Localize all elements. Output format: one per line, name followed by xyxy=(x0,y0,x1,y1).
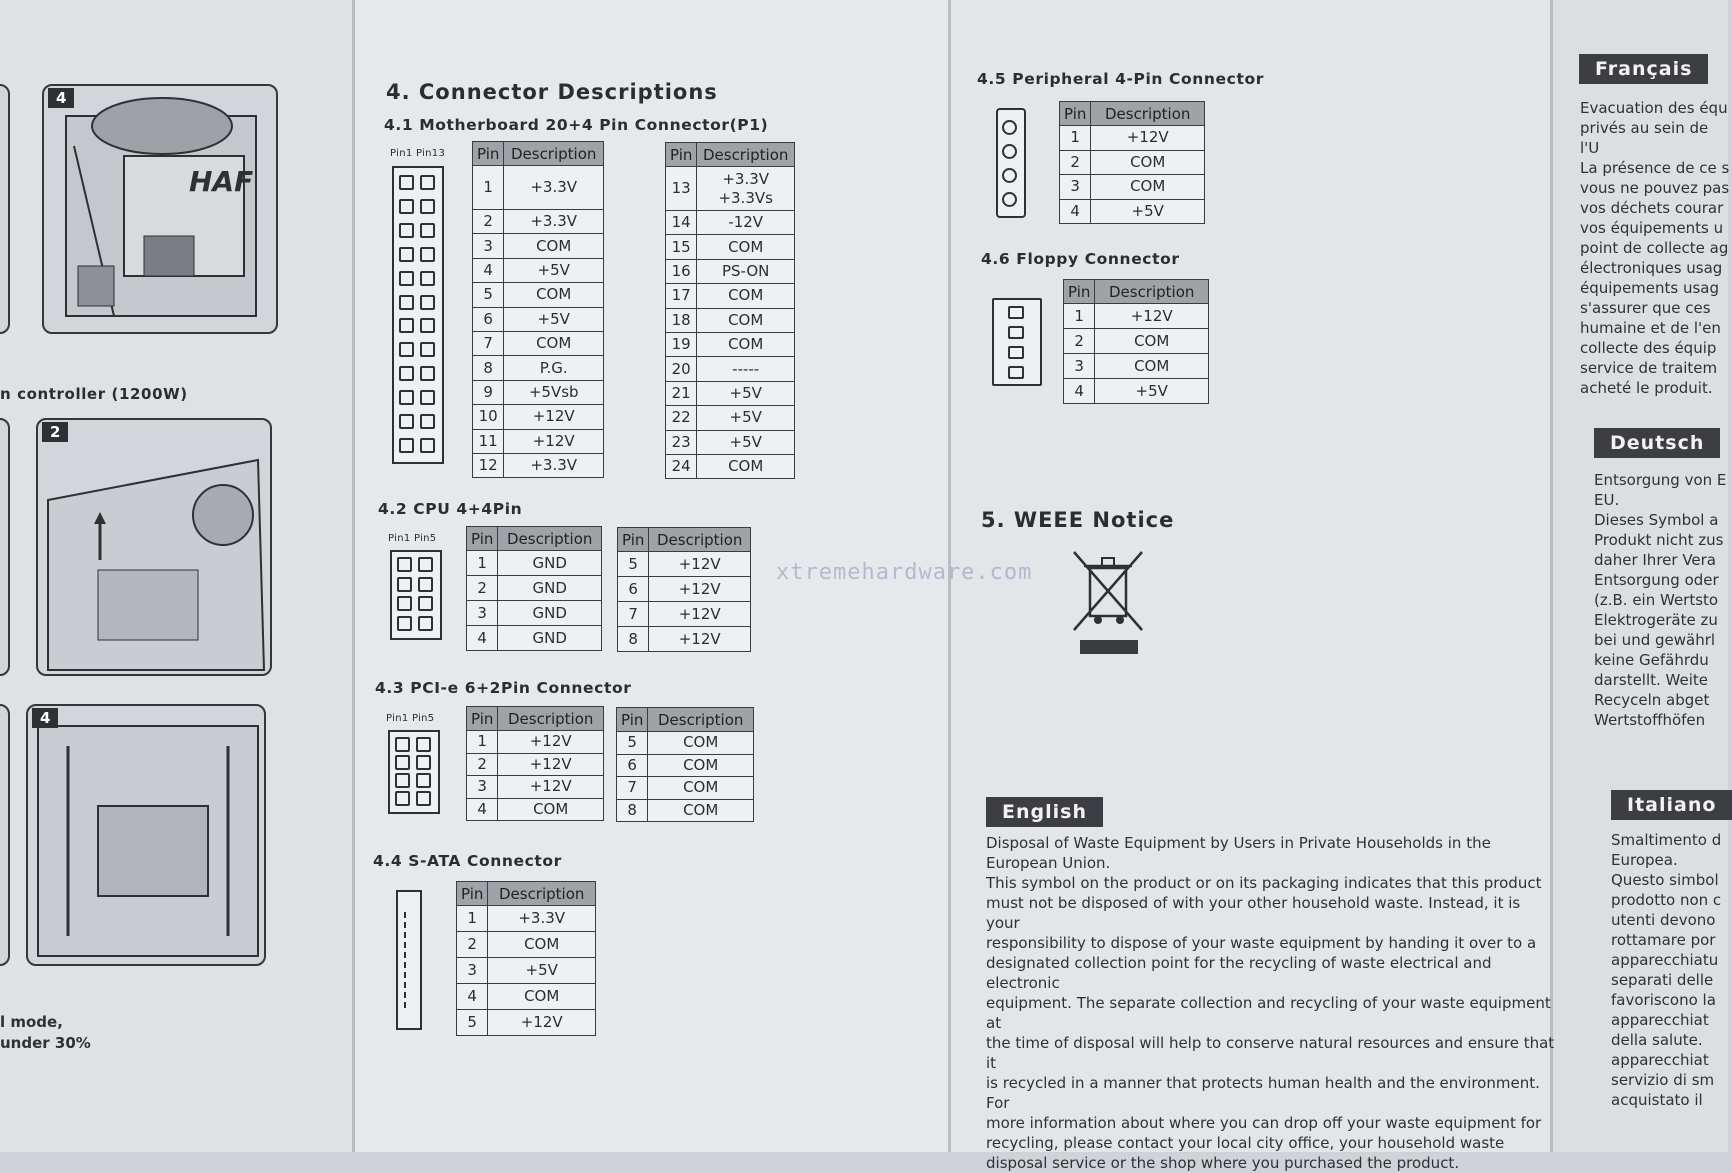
pin-number: 5 xyxy=(457,1010,488,1036)
pin-description: +5V xyxy=(1091,199,1205,224)
pin-row xyxy=(467,576,602,601)
pin-number: 3 xyxy=(467,601,498,626)
pin-number: 22 xyxy=(666,406,697,430)
pin-number: 12 xyxy=(473,453,504,477)
pin-number: 8 xyxy=(617,799,648,822)
pin-row xyxy=(618,577,751,602)
pin-description: +3.3V xyxy=(488,906,596,932)
step-badge: 2 xyxy=(42,422,68,442)
pin-number: 4 xyxy=(1064,379,1095,404)
pin-row xyxy=(473,331,604,355)
pin-row xyxy=(473,356,604,380)
pin-description: -12V xyxy=(697,211,795,235)
mb-pin-labels: Pin1 Pin13 xyxy=(390,148,446,159)
pin-row xyxy=(666,167,795,211)
pin-row xyxy=(666,308,795,332)
pin-number: 10 xyxy=(473,405,504,429)
section-title: 4. Connector Descriptions xyxy=(386,80,718,104)
pin-row xyxy=(467,776,604,799)
pin-number: 2 xyxy=(467,576,498,601)
connector-pin xyxy=(420,366,435,381)
pin-number: 5 xyxy=(617,732,648,755)
pin-row xyxy=(473,380,604,404)
pin-row xyxy=(1060,199,1205,224)
pin-row xyxy=(467,753,604,776)
connector-pin xyxy=(399,271,414,286)
pin-header: Pin xyxy=(473,142,504,166)
cpu-connector-diagram xyxy=(390,550,442,640)
pin-number: 6 xyxy=(617,754,648,777)
connector-pin xyxy=(399,175,414,190)
pin-row xyxy=(618,552,751,577)
sata-pin-table xyxy=(456,881,596,1036)
cropped-illustration xyxy=(0,84,10,334)
pin-number: 3 xyxy=(1060,175,1091,200)
connector-pin xyxy=(397,616,412,631)
pin-description: COM xyxy=(1095,354,1209,379)
connector-pin xyxy=(395,791,410,806)
pin-row xyxy=(467,601,602,626)
pin-description: COM xyxy=(697,235,795,259)
pcie-pin-labels: Pin1 Pin5 xyxy=(386,713,435,724)
connector-pin xyxy=(420,271,435,286)
pin-description: COM xyxy=(697,332,795,356)
pin-number: 2 xyxy=(457,932,488,958)
cropped-illustration xyxy=(0,704,10,966)
step-badge: 4 xyxy=(48,88,74,108)
pin-number: 8 xyxy=(618,627,649,652)
pin-description: +12V xyxy=(649,627,751,652)
pin-row xyxy=(666,211,795,235)
pin-row xyxy=(617,777,754,800)
pin-row xyxy=(617,732,754,755)
connector-pin xyxy=(399,390,414,405)
pin-row xyxy=(666,284,795,308)
connector-pin xyxy=(418,557,433,572)
pin-header: Pin xyxy=(1064,280,1095,304)
pin-number: 13 xyxy=(666,167,697,211)
connector-pin xyxy=(399,318,414,333)
connector-pin xyxy=(420,414,435,429)
pin-row xyxy=(457,932,596,958)
connector-pin xyxy=(397,557,412,572)
pin-description: COM xyxy=(504,234,604,258)
connector-pin xyxy=(397,577,412,592)
case-interior-drawing xyxy=(38,420,274,678)
pin-number: 17 xyxy=(666,284,697,308)
pin-number: 19 xyxy=(666,332,697,356)
connector-pin xyxy=(420,390,435,405)
pcie-connector-diagram xyxy=(388,730,440,814)
case-illustration-step-4 xyxy=(42,84,278,334)
pin-number: 5 xyxy=(473,283,504,307)
description-header: Description xyxy=(504,142,604,166)
italiano-heading: Italiano xyxy=(1611,790,1732,820)
connector-pin xyxy=(399,295,414,310)
description-header: Description xyxy=(648,708,754,732)
pin-row xyxy=(457,958,596,984)
pin-number: 11 xyxy=(473,429,504,453)
pin-row xyxy=(617,799,754,822)
connector-pin xyxy=(397,596,412,611)
pin-number: 7 xyxy=(473,331,504,355)
pin-row xyxy=(666,381,795,405)
pin-row xyxy=(457,906,596,932)
pin-number: 9 xyxy=(473,380,504,404)
pin-description: COM xyxy=(504,331,604,355)
pin-description: COM xyxy=(498,798,604,821)
pin-description: COM xyxy=(697,308,795,332)
connector-pin xyxy=(399,414,414,429)
pin-row xyxy=(1060,150,1205,175)
fold-line xyxy=(352,0,355,1152)
pin-header: Pin xyxy=(617,708,648,732)
description-header: Description xyxy=(498,527,602,551)
pin-number: 2 xyxy=(1060,150,1091,175)
pin-description: COM xyxy=(1091,175,1205,200)
pin-description: +5V xyxy=(697,381,795,405)
pin-number: 4 xyxy=(467,798,498,821)
mb-connector-diagram xyxy=(392,166,444,464)
pin-row xyxy=(666,259,795,283)
pin-row xyxy=(1060,175,1205,200)
sata-connector-diagram xyxy=(396,890,422,1030)
pin-number: 23 xyxy=(666,430,697,454)
pin-row xyxy=(1064,354,1209,379)
pin-number: 14 xyxy=(666,211,697,235)
pin-row xyxy=(473,453,604,477)
pin-description: COM xyxy=(488,932,596,958)
floppy-connector-title: 4.6 Floppy Connector xyxy=(981,250,1180,268)
pin-row xyxy=(467,798,604,821)
pin-number: 20 xyxy=(666,357,697,381)
pin-header: Pin xyxy=(467,707,498,731)
pin-number: 3 xyxy=(1064,354,1095,379)
connector-pin xyxy=(395,755,410,770)
floppy-connector-diagram xyxy=(992,298,1042,386)
pin-number: 3 xyxy=(467,776,498,799)
pin-header: Pin xyxy=(467,527,498,551)
connector-pin xyxy=(420,223,435,238)
floppy-pin-table xyxy=(1063,279,1209,404)
pin-description: +12V xyxy=(649,602,751,627)
pin-description: COM xyxy=(1095,329,1209,354)
pin-description: COM xyxy=(1091,150,1205,175)
pin-number: 5 xyxy=(618,552,649,577)
pcie-pin-table-left xyxy=(466,706,604,821)
pin-number: 16 xyxy=(666,259,697,283)
pin-description: COM xyxy=(648,754,754,777)
pin-number: 1 xyxy=(1060,126,1091,151)
pin-number: 3 xyxy=(473,234,504,258)
description-header: Description xyxy=(498,707,604,731)
pin-row xyxy=(473,283,604,307)
pcie-pin-table-right xyxy=(616,707,754,822)
pin-row xyxy=(617,754,754,777)
pin-number: 4 xyxy=(1060,199,1091,224)
connector-pin xyxy=(395,773,410,788)
pin-row xyxy=(1064,379,1209,404)
connector-pin xyxy=(399,438,414,453)
weee-title: 5. WEEE Notice xyxy=(981,508,1175,532)
sata-connector-title: 4.4 S-ATA Connector xyxy=(373,852,562,870)
pin-row xyxy=(467,626,602,651)
pin-description: GND xyxy=(498,626,602,651)
pin-header: Pin xyxy=(666,143,697,167)
pin-header: Pin xyxy=(618,528,649,552)
deutsch-heading: Deutsch xyxy=(1594,428,1720,458)
pin-description: PS-ON xyxy=(697,259,795,283)
pin-row xyxy=(473,166,604,210)
pin-number: 3 xyxy=(457,958,488,984)
pin-description: +12V xyxy=(488,1010,596,1036)
description-header: Description xyxy=(1095,280,1209,304)
pin-row xyxy=(457,1010,596,1036)
deutsch-text: Entsorgung von E EU. Dieses Symbol a Produkt nicht zus daher Ihrer Vera Entsorgung oder (z.B. ein Wertsto Elektrogeräte zu bei und gewährl keine Gefährdu darstellt. Weite Recyceln abget Wertstoffhöfen xyxy=(1594,471,1727,729)
pin-number: 2 xyxy=(473,210,504,234)
pin-description: +12V xyxy=(1091,126,1205,151)
english-text: Disposal of Waste Equipment by Users in Private Households in the European Union. This symbol on the product or on its packaging indicates that this product must not be disposed of with your other household waste. Instead, it is your responsibility to dispose of your waste equipment by handing it over to a designated collection point for the recycling of waste electrical and electronic equipment. The separate collection and recycling of your waste equipment at the time of disposal will help to conserve natural resources and ensure that it is recycled in a manner that protects human health and the environment. For more information about where you can drop off your waste equipment for recycling, please contact your local city office, your household waste disposal service or the shop where you purchased the product. xyxy=(986,834,1555,1172)
connector-pin xyxy=(399,366,414,381)
watermark: xtremehardware.com xyxy=(776,560,1033,585)
pin-row xyxy=(473,405,604,429)
pin-row xyxy=(467,731,604,754)
connector-pin xyxy=(416,737,431,752)
pin-row xyxy=(666,406,795,430)
pin-row xyxy=(618,602,751,627)
pin-number: 4 xyxy=(457,984,488,1010)
pin-row xyxy=(1064,304,1209,329)
connector-pin xyxy=(420,295,435,310)
pin-row xyxy=(666,454,795,478)
case-drawing xyxy=(44,86,280,336)
pin-number: 4 xyxy=(473,258,504,282)
pin-description: COM xyxy=(648,777,754,800)
pin-number: 18 xyxy=(666,308,697,332)
connector-pin xyxy=(418,616,433,631)
case-illustration-step-4b xyxy=(26,704,266,966)
case-illustration-step-2 xyxy=(36,418,272,676)
pin-row xyxy=(1060,126,1205,151)
english-heading: English xyxy=(986,797,1103,827)
pin-number: 4 xyxy=(467,626,498,651)
pin-number: 21 xyxy=(666,381,697,405)
mb-connector-title: 4.1 Motherboard 20+4 Pin Connector(P1) xyxy=(384,116,769,134)
pin-description: ----- xyxy=(697,357,795,381)
pin-number: 24 xyxy=(666,454,697,478)
connector-pin xyxy=(418,577,433,592)
cropped-illustration xyxy=(0,418,10,676)
pin-description: +5V xyxy=(1095,379,1209,404)
step-badge: 4 xyxy=(32,708,58,728)
mode-caption-line-2: under 30% xyxy=(0,1034,91,1052)
cpu-pin-table-right xyxy=(617,527,751,652)
pin-description: +5V xyxy=(504,258,604,282)
mb-pin-table-right xyxy=(665,142,795,479)
peripheral-pin-table xyxy=(1059,101,1205,224)
pin-header: Pin xyxy=(457,882,488,906)
pin-number: 6 xyxy=(473,307,504,331)
pin-description: COM xyxy=(648,732,754,755)
pin-row xyxy=(666,357,795,381)
connector-pin xyxy=(416,755,431,770)
francais-text: Evacuation des équ privés au sein de l'U La présence de ce s vous ne pouvez pas vos déchets courar vos équipements u point de collecte ag électroniques usag équipements usag s'assurer que ces humaine et de l'en collecte des équip service de traitem acheté le produit. xyxy=(1580,99,1730,397)
psu-install-drawing xyxy=(28,706,268,968)
connector-pin xyxy=(420,318,435,333)
pin-row xyxy=(473,429,604,453)
cpu-connector-title: 4.2 CPU 4+4Pin xyxy=(378,500,523,518)
pin-description: GND xyxy=(498,601,602,626)
pin-number: 15 xyxy=(666,235,697,259)
connector-pin xyxy=(416,773,431,788)
mb-pin-table-left xyxy=(472,141,604,478)
pin-row xyxy=(1064,329,1209,354)
pin-description: +12V xyxy=(498,776,604,799)
pin-description: GND xyxy=(498,576,602,601)
pin-row xyxy=(666,235,795,259)
connector-pin xyxy=(399,223,414,238)
pin-header: Pin xyxy=(1060,102,1091,126)
svg-text:HAF: HAF xyxy=(189,165,254,198)
pin-row xyxy=(618,627,751,652)
pin-description: +12V xyxy=(649,577,751,602)
connector-pin xyxy=(399,199,414,214)
pin-row xyxy=(467,551,602,576)
pin-description: COM xyxy=(648,799,754,822)
connector-pin xyxy=(420,342,435,357)
pin-number: 1 xyxy=(457,906,488,932)
connector-pin xyxy=(420,175,435,190)
pin-description: +12V xyxy=(504,405,604,429)
pin-row xyxy=(666,430,795,454)
pin-description: GND xyxy=(498,551,602,576)
pin-description: +5Vsb xyxy=(504,380,604,404)
pin-number: 1 xyxy=(473,166,504,210)
peripheral-connector-diagram xyxy=(996,108,1026,218)
pin-description: +12V xyxy=(1095,304,1209,329)
cpu-pin-table-left xyxy=(466,526,602,651)
italiano-text: Smaltimento d Europea. Questo simbol prodotto non c utenti devono rottamare por apparecchiatu separati delle favoriscono la apparecchiat della salute. apparecchiat servizio di sm acquistato il xyxy=(1611,831,1722,1109)
pin-description: COM xyxy=(488,984,596,1010)
francais-heading: Français xyxy=(1579,54,1708,84)
connector-pin xyxy=(420,199,435,214)
pin-description: +12V xyxy=(498,753,604,776)
pin-description: COM xyxy=(697,454,795,478)
sata-contacts xyxy=(404,912,412,1008)
pin-description: +12V xyxy=(504,429,604,453)
peripheral-connector-title: 4.5 Peripheral 4-Pin Connector xyxy=(977,70,1264,88)
pin-description: +3.3V +3.3Vs xyxy=(697,167,795,211)
pcie-connector-title: 4.3 PCI-e 6+2Pin Connector xyxy=(375,679,632,697)
pin-description: +12V xyxy=(649,552,751,577)
pin-number: 1 xyxy=(1064,304,1095,329)
connector-pin xyxy=(420,247,435,262)
pin-row xyxy=(666,332,795,356)
pin-number: 1 xyxy=(467,551,498,576)
pin-description: +12V xyxy=(498,731,604,754)
description-header: Description xyxy=(1091,102,1205,126)
pin-row xyxy=(473,210,604,234)
weee-bin-icon xyxy=(1068,548,1148,658)
pin-description: P.G. xyxy=(504,356,604,380)
pin-description: +5V xyxy=(488,958,596,984)
pin-number: 8 xyxy=(473,356,504,380)
pin-row xyxy=(473,258,604,282)
description-header: Description xyxy=(649,528,751,552)
pin-description: COM xyxy=(504,283,604,307)
description-header: Description xyxy=(488,882,596,906)
pin-description: +3.3V xyxy=(504,210,604,234)
pin-description: +5V xyxy=(697,430,795,454)
pin-row xyxy=(473,234,604,258)
pin-description: +3.3V xyxy=(504,453,604,477)
pin-row xyxy=(457,984,596,1010)
fan-controller-caption: n controller (1200W) xyxy=(0,385,188,403)
mode-caption-line-1: l mode, xyxy=(0,1013,63,1031)
connector-pin xyxy=(399,342,414,357)
description-header: Description xyxy=(697,143,795,167)
connector-pin xyxy=(418,596,433,611)
pin-row xyxy=(473,307,604,331)
pin-description: +5V xyxy=(504,307,604,331)
pin-number: 2 xyxy=(467,753,498,776)
cpu-pin-labels: Pin1 Pin5 xyxy=(388,533,437,544)
connector-pin xyxy=(399,247,414,262)
pin-number: 6 xyxy=(618,577,649,602)
pin-number: 7 xyxy=(618,602,649,627)
pin-number: 1 xyxy=(467,731,498,754)
pin-description: COM xyxy=(697,284,795,308)
pin-number: 7 xyxy=(617,777,648,800)
pin-description: +3.3V xyxy=(504,166,604,210)
pin-description: +5V xyxy=(697,406,795,430)
connector-pin xyxy=(416,791,431,806)
connector-pin xyxy=(395,737,410,752)
connector-pin xyxy=(420,438,435,453)
pin-number: 2 xyxy=(1064,329,1095,354)
